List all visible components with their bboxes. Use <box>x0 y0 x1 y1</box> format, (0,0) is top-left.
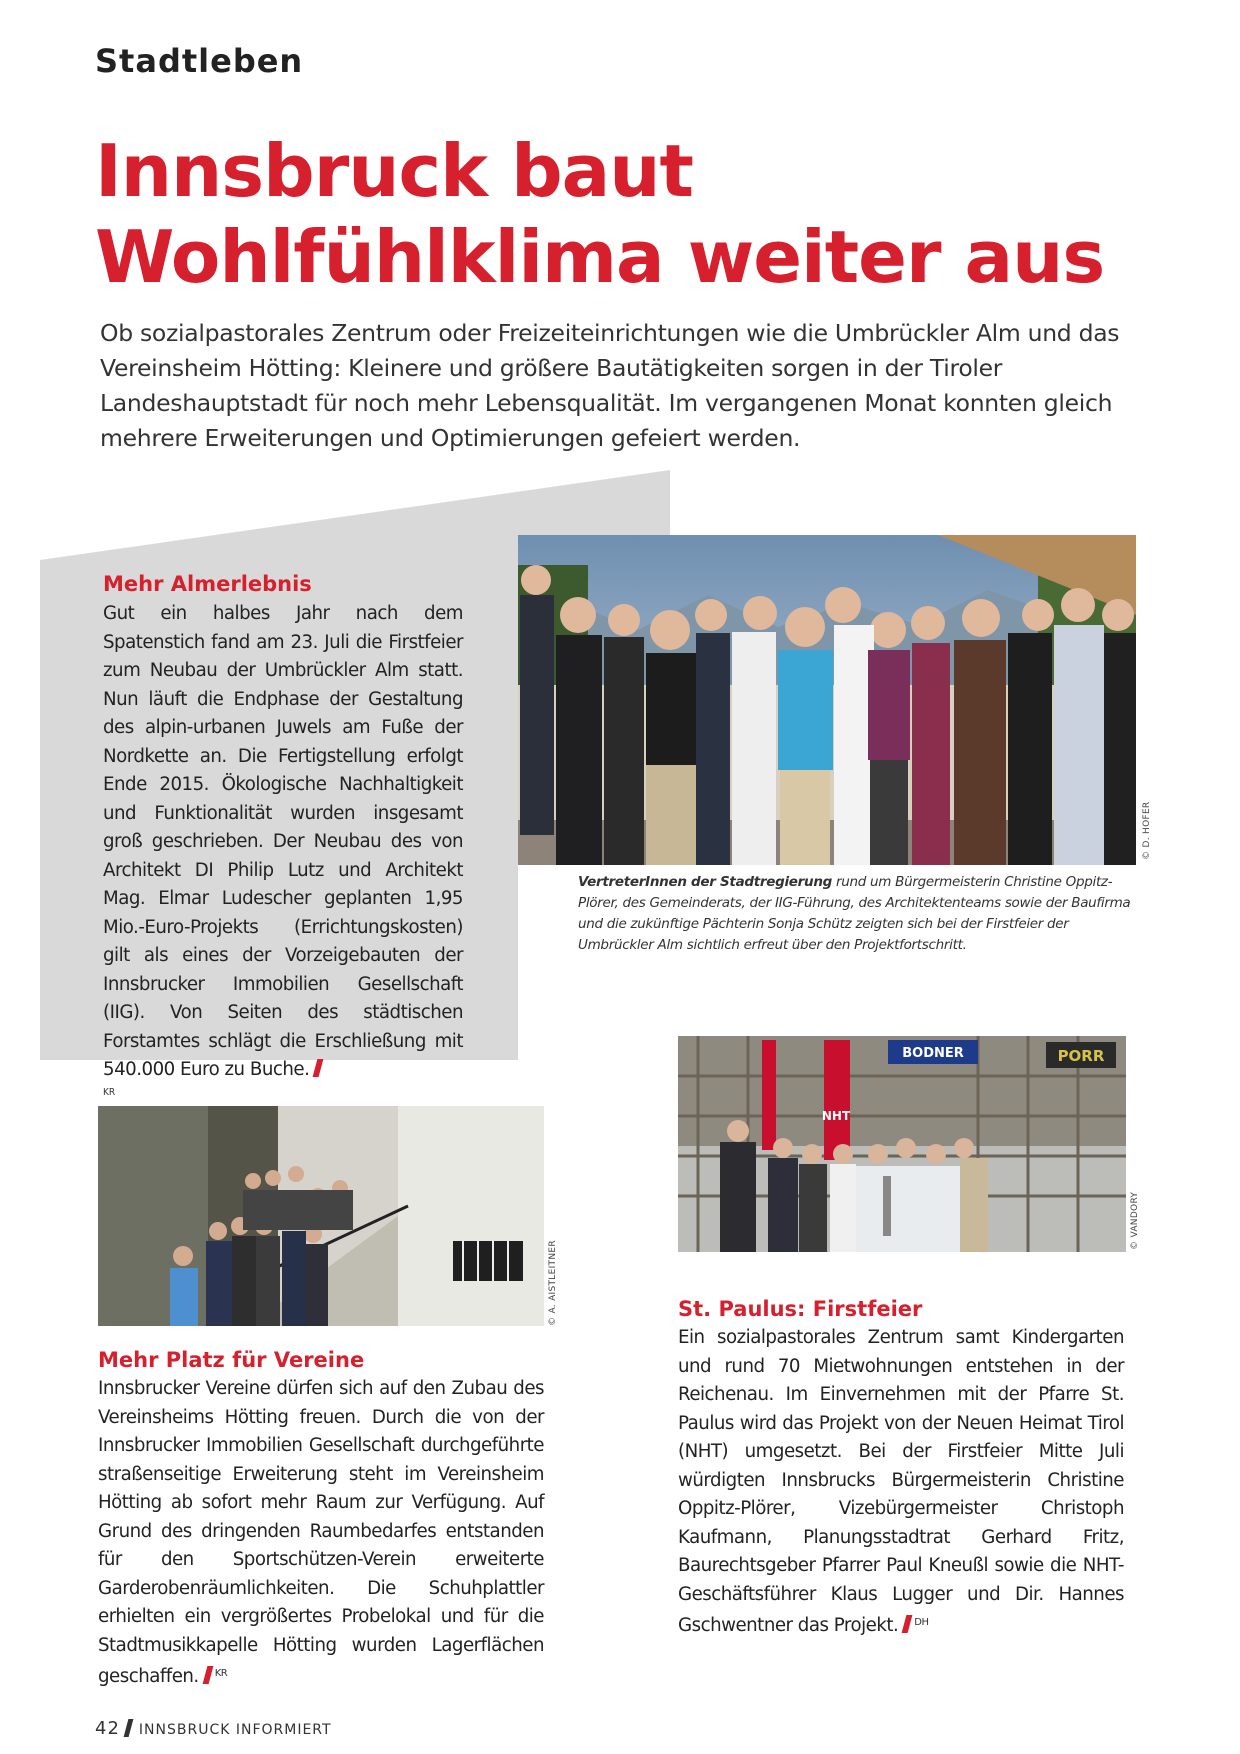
caption-bold: VertreterInnen der Stadtregierung <box>578 874 833 890</box>
photo-credit-vandory: © VANDORY <box>1130 1191 1140 1250</box>
article-vereine <box>98 1348 544 1692</box>
bodner-sign: BODNER <box>902 1046 964 1061</box>
footer-slash-icon <box>123 1719 133 1737</box>
headline-line-1: Innsbruck baut <box>95 129 693 213</box>
article-alm-body <box>103 600 463 1085</box>
photo-st-paulus-construction <box>678 1036 1126 1252</box>
publication-name: INNSBRUCK INFORMIERT <box>138 1722 332 1738</box>
article-paulus-body <box>678 1324 1124 1641</box>
article-vereine-body <box>98 1375 544 1692</box>
article-alm-title: Mehr Almerlebnis <box>103 572 312 596</box>
article-vereine-title: Mehr Platz für Vereine <box>98 1348 365 1372</box>
article-paulus-text: Ein sozialpastorales Zentrum samt Kindergarten und rund 70 Mietwohnungen entstehen in der Reichenau. Im Einvernehmen mit der Pfarre St. Paulus wird das Projekt von der Neuen Heimat Tirol (NHT) umgesetzt. Bei der Firstfeier Mitte Juli würdigten Innsbrucks Bürgermeisterin Christine Oppitz-Plörer, Vizebürgermeister Christoph Kaufmann, Planungsstadtrat Gerhard Fritz, Baurechtsgeber Pfarrer Paul Kneußl sowie die NHT-Geschäftsführer Klaus Lugger und Dir. Hannes Gschwentner das Projekt. <box>678 1327 1124 1636</box>
group-photo-illustration <box>518 535 1136 865</box>
article-alm-text: Gut ein halbes Jahr nach dem Spatenstich fand am 23. Juli die Firstfeier zum Neubau der Umbrückler Alm statt. Nun läuft die Endphase der Gestaltung des alpin-urbanen Juwels am Fuße der Nordkette an. Die Fertigstellung erfolgt Ende 2015. Ökologische Nachhaltigkeit und Funktionalität wurden insgesamt groß geschrieben. Der Neubau des von Architekt DI Philip Lutz und Architekt Mag. Elmar Ludescher geplanten 1,95 Mio.-Euro-Projekts (Errichtungskosten) gilt als eines der Vorzeigebauten der Innsbrucker Immobilien Gesellschaft (IIG). Von Seiten des städtischen Forstamtes schlägt die Erschließung mit 540.000 Euro zu Buche. <box>103 603 463 1080</box>
lead-paragraph: Ob sozialpastorales Zentrum oder Freizeiteinrichtungen wie die Umbrückler Alm und das Vereinsheim Hötting: Kleinere und größere Bautätigkeiten sorgen in der Tiroler Landeshauptstadt für noch mehr Lebensqualität. Im vergangenen Monat konnten gleich mehrere Erweiterungen und Optimierungen gefeiert werden. <box>100 319 1120 452</box>
section-label: Stadtleben <box>95 42 304 80</box>
article-alm-author: KR <box>103 1086 116 1098</box>
photo-caption <box>578 872 1134 956</box>
porr-sign: PORR <box>1057 1047 1105 1065</box>
article-paulus-title: St. Paulus: Firstfeier <box>678 1297 923 1321</box>
photo-credit-hofer: © D. HOFER <box>1142 801 1152 860</box>
end-mark-icon <box>902 1615 913 1633</box>
vereinsheim-photo-illustration <box>98 1106 544 1326</box>
end-mark-icon <box>202 1666 213 1684</box>
nht-banner: NHT <box>821 1109 851 1123</box>
photo-credit-aistleitner: © A. AISTLEITNER <box>548 1240 558 1326</box>
headline-line-2: Wohlfühlklima weiter aus <box>95 215 1105 299</box>
photo-umbrueckler-alm <box>518 535 1136 865</box>
caption-text: rund um Bürgermeisterin Christine Oppitz-Plörer, des Gemeinderats, der IIG-Führung, des Architektenteams sowie der Baufirma und die zukünftige Pächterin Sonja Schütz zeigten sich bei der Firstfeier der Umbrückler Alm sichtlich erfreut über den Projektfortschritt. <box>578 874 1131 953</box>
end-mark-icon <box>313 1059 324 1077</box>
page-number: 42 <box>95 1718 120 1739</box>
article-alm <box>103 572 463 1098</box>
construction-photo-illustration <box>678 1036 1126 1252</box>
article-paulus <box>678 1297 1124 1641</box>
page-title <box>95 128 1175 300</box>
photo-vereinsheim-hoetting <box>98 1106 544 1326</box>
article-vereine-author: KR <box>214 1668 228 1679</box>
page-footer <box>95 1718 332 1739</box>
article-vereine-text: Innsbrucker Vereine dürfen sich auf den Zubau des Vereinsheims Hötting freuen. Durch die von der Innsbrucker Immobilien Gesellschaft durchgeführte straßenseitige Erweiterung steht im Vereinsheim Hötting ab sofort mehr Raum zur Verfügung. Auf Grund des dringenden Raumbedarfes entstanden für den Sportschützen-Verein erweiterte Garderobenräumlichkeiten. Die Schuhplattler erhielten ein vergrößertes Probelokal und für die Stadtmusikkapelle Hötting wurden Lagerflächen geschaffen. <box>98 1378 544 1687</box>
article-paulus-author: DH <box>914 1617 929 1628</box>
